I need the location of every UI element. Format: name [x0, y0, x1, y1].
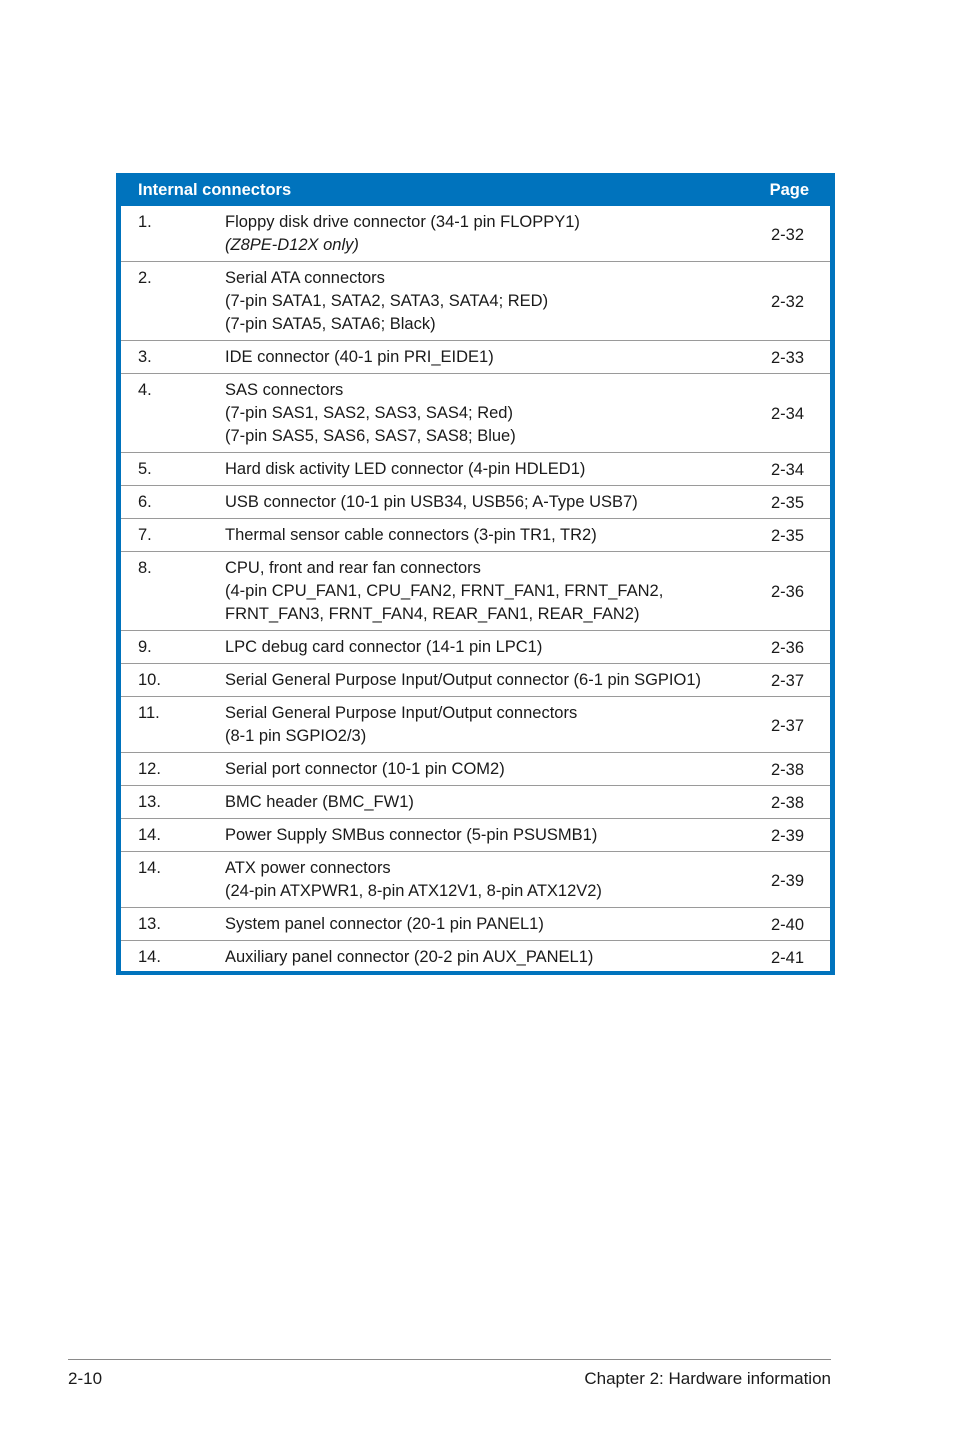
table-row — [121, 262, 830, 341]
row-description — [225, 702, 745, 748]
table-row — [121, 206, 830, 262]
footer-page-number: 2-10 — [68, 1369, 103, 1388]
row-page: 2-37 — [770, 717, 804, 735]
row-number: 13. — [138, 793, 161, 811]
header-internal-connectors: Internal connectors — [138, 181, 292, 199]
connectors-table — [116, 173, 835, 975]
row-page: 2-34 — [770, 461, 804, 479]
description-line: CPU, front and rear fan connectors — [225, 559, 481, 577]
description-line: Serial General Purpose Input/Output connector (6-1 pin SGPIO1) — [225, 671, 702, 689]
row-description — [225, 946, 745, 969]
description-line: Serial port connector (10-1 pin COM2) — [225, 760, 505, 778]
row-number: 13. — [138, 915, 161, 933]
row-description — [225, 379, 745, 448]
row-description — [225, 913, 745, 936]
table-row — [121, 786, 830, 819]
description-line: SAS connectors — [225, 381, 344, 399]
row-number: 14. — [138, 826, 161, 844]
row-number: 3. — [138, 348, 152, 366]
row-page: 2-38 — [770, 761, 804, 779]
table-row — [121, 486, 830, 519]
row-description — [225, 824, 745, 847]
row-description — [225, 346, 745, 369]
table-row — [121, 631, 830, 664]
table-row — [121, 819, 830, 852]
row-page: 2-34 — [770, 405, 804, 423]
description-line: Auxiliary panel connector (20-2 pin AUX_PANEL1) — [225, 948, 594, 966]
row-page: 2-40 — [770, 916, 804, 934]
row-page: 2-35 — [770, 494, 804, 512]
row-page: 2-33 — [770, 349, 804, 367]
row-page: 2-36 — [770, 639, 804, 657]
footer-chapter-title: Chapter 2: Hardware information — [584, 1369, 831, 1388]
description-line: (24-pin ATXPWR1, 8-pin ATX12V1, 8-pin ATX12V2) — [225, 882, 602, 900]
description-line: (7-pin SAS1, SAS2, SAS3, SAS4; Red) — [225, 404, 513, 422]
table-row — [121, 664, 830, 697]
row-page: 2-32 — [770, 293, 804, 311]
row-number: 14. — [138, 859, 161, 877]
row-description — [225, 458, 745, 481]
description-line: (7-pin SAS5, SAS6, SAS7, SAS8; Blue) — [225, 427, 516, 445]
row-number: 1. — [138, 213, 152, 231]
row-description — [225, 267, 745, 336]
row-number: 6. — [138, 493, 152, 511]
description-line: Serial ATA connectors — [225, 269, 385, 287]
row-page: 2-37 — [770, 672, 804, 690]
row-description — [225, 669, 745, 692]
table-row — [121, 519, 830, 552]
row-description — [225, 211, 745, 257]
row-number: 11. — [138, 704, 160, 722]
table-row — [121, 453, 830, 486]
table-row — [121, 852, 830, 908]
footer-rule — [68, 1359, 831, 1360]
row-number: 2. — [138, 269, 152, 287]
row-number: 4. — [138, 381, 152, 399]
description-line: Floppy disk drive connector (34-1 pin FLOPPY1) — [225, 213, 580, 231]
table-row — [121, 552, 830, 631]
row-number: 10. — [138, 671, 161, 689]
row-number: 5. — [138, 460, 152, 478]
description-line: (4-pin CPU_FAN1, CPU_FAN2, FRNT_FAN1, FRNT_FAN2, — [225, 582, 664, 600]
table-row — [121, 697, 830, 753]
description-line: IDE connector (40-1 pin PRI_EIDE1) — [225, 348, 494, 366]
row-page: 2-38 — [770, 794, 804, 812]
row-description — [225, 557, 745, 626]
row-number: 8. — [138, 559, 152, 577]
description-line: FRNT_FAN3, FRNT_FAN4, REAR_FAN1, REAR_FAN2) — [225, 605, 640, 623]
table-header — [116, 173, 835, 206]
table-row — [121, 341, 830, 374]
row-page: 2-35 — [770, 527, 804, 545]
description-line: BMC header (BMC_FW1) — [225, 793, 414, 811]
row-description — [225, 857, 745, 903]
row-description — [225, 491, 745, 514]
description-line: (8-1 pin SGPIO2/3) — [225, 727, 367, 745]
row-number: 12. — [138, 760, 161, 778]
row-description — [225, 636, 745, 659]
header-page: Page — [769, 181, 809, 199]
row-number: 9. — [138, 638, 152, 656]
row-page: 2-36 — [770, 583, 804, 601]
description-line: USB connector (10-1 pin USB34, USB56; A-Type USB7) — [225, 493, 638, 511]
row-description — [225, 524, 745, 547]
description-line: System panel connector (20-1 pin PANEL1) — [225, 915, 544, 933]
description-line: Thermal sensor cable connectors (3-pin TR1, TR2) — [225, 526, 597, 544]
row-page: 2-32 — [770, 226, 804, 244]
row-number: 7. — [138, 526, 152, 544]
description-line: Power Supply SMBus connector (5-pin PSUSMB1) — [225, 826, 598, 844]
description-line: (7-pin SATA5, SATA6; Black) — [225, 315, 436, 333]
description-line: ATX power connectors — [225, 859, 391, 877]
row-number: 14. — [138, 948, 161, 966]
row-description — [225, 791, 745, 814]
row-page: 2-41 — [770, 949, 804, 967]
row-page: 2-39 — [770, 872, 804, 890]
description-line: LPC debug card connector (14-1 pin LPC1) — [225, 638, 543, 656]
table-row — [121, 941, 830, 974]
table-body — [121, 206, 830, 971]
description-line: Serial General Purpose Input/Output connectors — [225, 704, 578, 722]
row-page: 2-39 — [770, 827, 804, 845]
table-row — [121, 908, 830, 941]
model-note: (Z8PE-D12X only) — [225, 236, 359, 254]
description-line: Hard disk activity LED connector (4-pin HDLED1) — [225, 460, 586, 478]
row-description — [225, 758, 745, 781]
table-row — [121, 374, 830, 453]
table-row — [121, 753, 830, 786]
description-line: (7-pin SATA1, SATA2, SATA3, SATA4; RED) — [225, 292, 549, 310]
